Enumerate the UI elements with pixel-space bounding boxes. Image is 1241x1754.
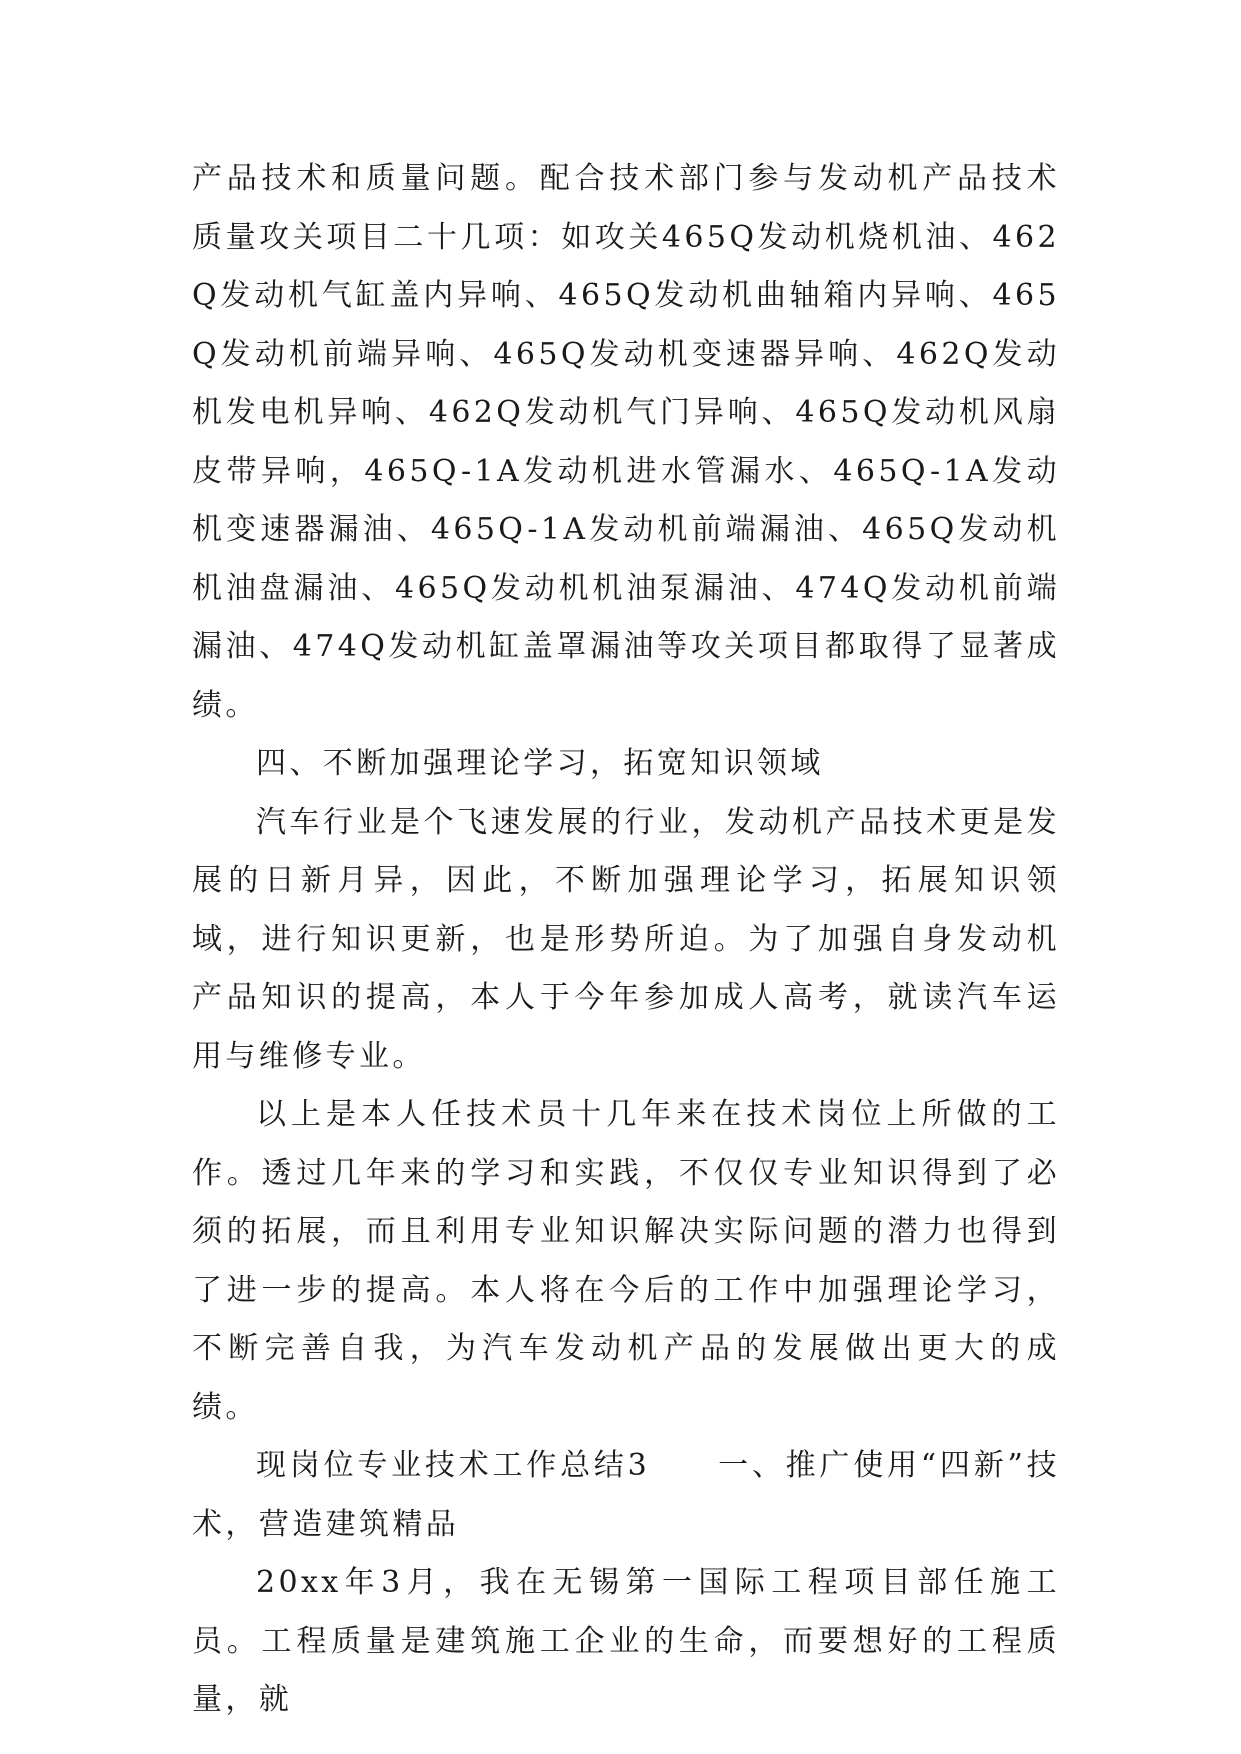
document-page (192, 150, 1060, 1730)
section-heading-summary-3: 现岗位专业技术工作总结3 一、推广使用“四新”技术，营造建筑精品 (192, 1448, 1060, 1542)
paragraph-construction-quality: 20xx年3月，我在无锡第一国际工程项目部任施工员。工程质量是建筑施工企业的生命，而要想好的工程质量，就 (192, 1565, 1060, 1717)
paragraph-summary: 以上是本人任技术员十几年来在技术岗位上所做的工作。透过几年来的学习和实践，不仅仅专业知识得到了必须的拓展，而且利用专业知识解决实际问题的潜力也得到了进一步的提高。本人将在今后的工作中加强理论学习，不断完善自我，为汽车发动机产品的发展做出更大的成绩。 (192, 1097, 1060, 1425)
paragraph-engine-projects: 产品技术和质量问题。配合技术部门参与发动机产品技术质量攻关项目二十几项：如攻关465Q发动机烧机油、462Q发动机气缸盖内异响、465Q发动机曲轴箱内异响、465Q发动机前端异响、465Q发动机变速器异响、462Q发动机发电机异响、462Q发动机气门异响、465Q发动机风扇皮带异响，465Q-1A发动机进水管漏水、465Q-1A发动机变速器漏油、465Q-1A发动机前端漏油、465Q发动机机油盘漏油、465Q发动机机油泵漏油、474Q发动机前端漏油、474Q发动机缸盖罩漏油等攻关项目都取得了显著成绩。 (192, 161, 1060, 723)
paragraph-industry-development: 汽车行业是个飞速发展的行业，发动机产品技术更是发展的日新月异，因此，不断加强理论学习，拓展知识领域，进行知识更新，也是形势所迫。为了加强自身发动机产品知识的提高，本人于今年参加成人高考，就读汽车运用与维修专业。 (192, 804, 1060, 1074)
section-heading-theory-study: 四、不断加强理论学习，拓宽知识领域 (256, 746, 824, 781)
